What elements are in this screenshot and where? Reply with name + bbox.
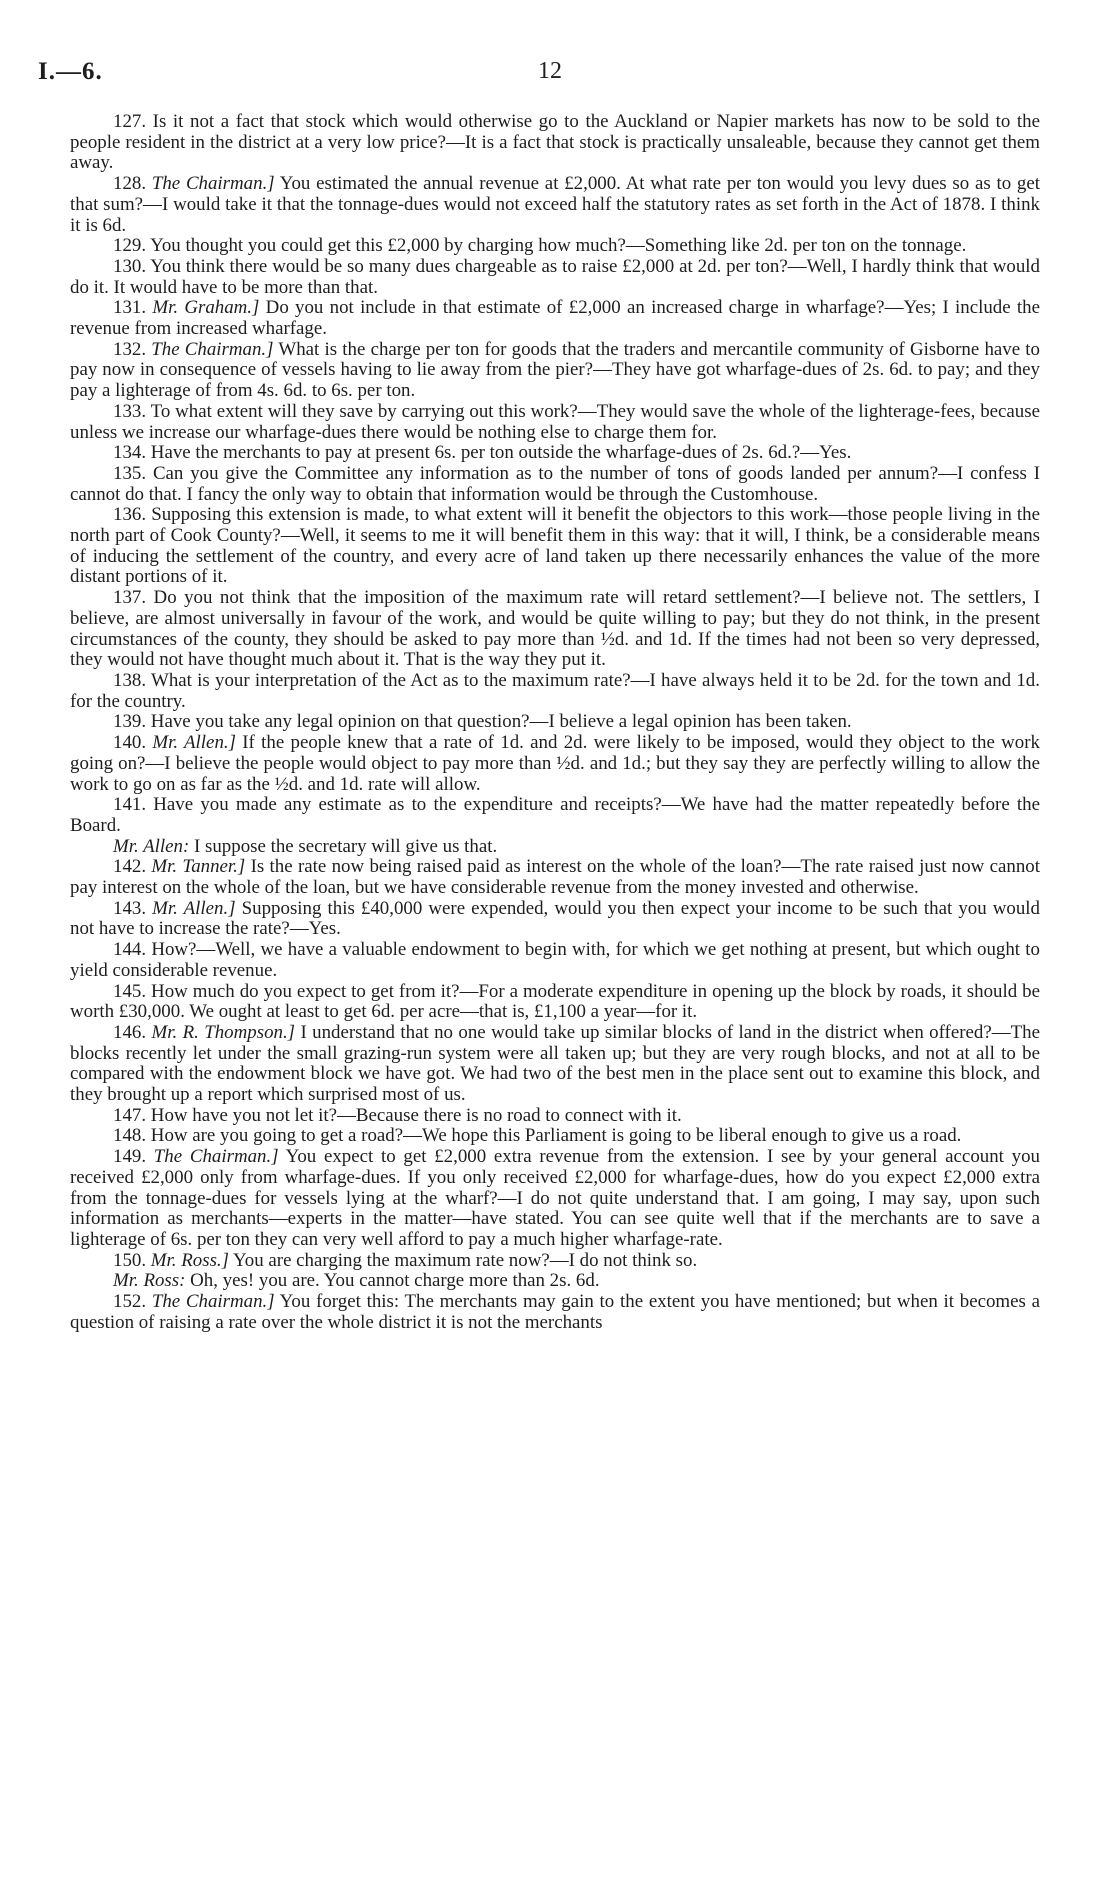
evidence-paragraph	[70, 712, 1040, 733]
question-number: 138.	[113, 669, 147, 691]
question-number: 147.	[113, 1104, 147, 1126]
paragraph-text: How?—Well, we have a valuable endowment to begin with, for which we get nothing at present, but which ought to yield considerable revenue.	[70, 939, 1040, 981]
paragraph-text: If the people knew that a rate of 1d. and 2d. were likely to be imposed, would they object to the work going on?—I believe the people would object to pay more than ½d. and 1d.; but they say they are perfectly willing to allow the work to go on as far as the ½d. and 1d. rate will allow.	[70, 732, 1040, 795]
question-number: 134.	[113, 442, 147, 464]
evidence-paragraph	[70, 340, 1040, 402]
speaker-name: The Chairman.]	[151, 1291, 275, 1313]
evidence-paragraph	[70, 174, 1040, 236]
paragraph-text: I suppose the secretary will give us that.	[194, 835, 498, 857]
question-number: 128.	[113, 173, 147, 195]
question-number: 146.	[113, 1021, 147, 1043]
evidence-paragraph	[70, 588, 1040, 671]
question-number: 145.	[113, 980, 147, 1002]
evidence-paragraph	[70, 298, 1040, 339]
question-number: 148.	[113, 1125, 147, 1147]
question-number: 131.	[113, 297, 147, 319]
page-header	[38, 58, 1076, 98]
speaker-name: Mr. Allen.]	[152, 732, 236, 754]
question-number: 135.	[113, 462, 147, 484]
paragraph-text: You forget this: The merchants may gain to the extent you have mentioned; but when it becomes a question of raising a rate over the whole district it is not the merchants	[70, 1291, 1040, 1333]
evidence-paragraph	[70, 837, 1040, 858]
paragraph-text: How much do you expect to get from it?—For a moderate expenditure in opening up the block by roads, it should be worth £30,000. We ought at least to get 6d. per acre—that is, £1,100 a year—for it.	[70, 980, 1040, 1023]
speaker-name: The Chairman.]	[153, 1146, 279, 1168]
paragraph-text: Have you made any estimate as to the expenditure and receipts?—We have had the matter repeatedly before the Board.	[70, 794, 1040, 836]
paragraph-text: Have the merchants to pay at present 6s. per ton outside the wharfage-dues of 2s. 6d.?—Yes.	[150, 442, 852, 464]
evidence-paragraph	[70, 857, 1040, 898]
question-number: 149.	[113, 1146, 147, 1168]
paragraph-text: Is it not a fact that stock which would otherwise go to the Auckland or Napier markets has now to be sold to the people resident in the district at a very low price?—It is a fact that stock is practically unsaleable, because they cannot get them away.	[70, 111, 1040, 174]
evidence-paragraph	[70, 464, 1040, 505]
evidence-paragraph	[70, 443, 1040, 464]
question-number: 143.	[113, 897, 147, 919]
question-number: 136.	[113, 504, 147, 526]
paragraph-text: Oh, yes! you are. You cannot charge more than 2s. 6d.	[190, 1270, 600, 1292]
paragraph-text: You expect to get £2,000 extra revenue from the extension. I see by your general account you received £2,000 only from wharfage-dues. If you only received £2,000 for wharfage-dues, how do you expect £2,000 extra from the tonnage-dues for vessels lying at the wharf?—I do not quite understand that. I am going, I may say, upon such information as merchants—experts in the matter—have stated. You can see quite well that if the merchants are to save a lighterage of 6s. per ton they can very well afford to pay a much higher wharfage-rate.	[70, 1146, 1040, 1250]
paragraph-text: Is the rate now being raised paid as interest on the whole of the loan?—The rate raised just now cannot pay interest on the whole of the loan, but we have considerable revenue from the money invested and otherwise.	[70, 856, 1040, 899]
evidence-paragraph	[70, 1023, 1040, 1106]
paragraph-text: To what extent will they save by carrying out this work?—They would save the whole of the lighterage-fees, because unless we increase our wharfage-dues there would be nothing else to charge them for.	[70, 400, 1040, 443]
question-number: 152.	[113, 1291, 147, 1313]
speaker-name: Mr. Ross:	[113, 1270, 186, 1292]
question-number: 132.	[113, 338, 147, 360]
question-number: 139.	[113, 711, 147, 733]
evidence-paragraph	[70, 1292, 1040, 1333]
speaker-name: Mr. Ross.]	[150, 1249, 229, 1271]
evidence-paragraph	[70, 1106, 1040, 1127]
evidence-paragraph	[70, 505, 1040, 588]
paragraph-text: Do you not include in that estimate of £2,000 an increased charge in wharfage?—Yes; I include the revenue from increased wharfage.	[70, 297, 1040, 340]
evidence-paragraph	[70, 940, 1040, 981]
evidence-paragraph	[70, 899, 1040, 940]
evidence-paragraph	[70, 982, 1040, 1023]
evidence-paragraph	[70, 112, 1040, 174]
paragraph-text: How are you going to get a road?—We hope this Parliament is going to be liberal enough to give us a road.	[150, 1125, 962, 1147]
evidence-paragraph	[70, 236, 1040, 257]
paragraph-text: You are charging the maximum rate now?—I do not think so.	[233, 1249, 698, 1271]
question-number: 141.	[113, 794, 147, 816]
question-number: 129.	[113, 235, 147, 257]
speaker-name: Mr. Tanner.]	[151, 856, 246, 878]
speaker-name: Mr. Allen:	[113, 835, 190, 857]
page-identifier: I.—6.	[38, 58, 103, 85]
speaker-name: Mr. Graham.]	[152, 297, 260, 319]
paragraph-text: Can you give the Committee any information as to the number of tons of goods landed per annum?—I confess I cannot do that. I fancy the only way to obtain that information would be through the Customhouse.	[70, 462, 1040, 505]
paragraph-text: Have you take any legal opinion on that question?—I believe a legal opinion has been taken.	[150, 711, 852, 733]
paragraph-text: I understand that no one would take up similar blocks of land in the district when offered?—The blocks recently let under the small grazing-run system were all taken up; but they are very rough blocks, and not at all to be compared with the endowment block we have got. We had two of the best men in the place sent out to examine this block, and they brought up a report which surprised most of us.	[70, 1021, 1040, 1106]
evidence-paragraph	[70, 671, 1040, 712]
evidence-paragraph	[70, 257, 1040, 298]
question-number: 127.	[113, 111, 147, 132]
speaker-name: The Chairman.]	[151, 338, 274, 360]
question-number: 137.	[113, 587, 147, 609]
question-number: 140.	[113, 732, 147, 754]
question-number: 150.	[113, 1249, 147, 1271]
paragraph-text: Do you not think that the imposition of the maximum rate will retard settlement?—I believe not. The settlers, I believe, are almost universally in favour of the work, and would be quite willing to pay; but they do not think, in the present circumstances of the county, they should be asked to pay more than ½d. and 1d. If the times had not been so very depressed, they would not have thought much about it. That is the way they put it.	[70, 587, 1040, 671]
speaker-name: Mr. R. Thompson.]	[151, 1021, 296, 1043]
paragraph-text: You think there would be so many dues chargeable as to raise £2,000 at 2d. per ton?—Well, I hardly think that would do it. It would have to be more than that.	[70, 255, 1040, 298]
paragraph-text: Supposing this £40,000 were expended, would you then expect your income to be such that you would not have to increase the rate?—Yes.	[70, 897, 1040, 940]
question-number: 130.	[113, 255, 147, 277]
paragraph-text: How have you not let it?—Because there is no road to connect with it.	[150, 1104, 682, 1126]
question-number: 142.	[113, 856, 147, 878]
speaker-name: The Chairman.]	[151, 173, 275, 195]
evidence-paragraph	[70, 1147, 1040, 1251]
paragraph-text: What is your interpretation of the Act as to the maximum rate?—I have always held it to be 2d. for the town and 1d. for the country.	[70, 669, 1040, 712]
evidence-paragraph	[70, 402, 1040, 443]
evidence-paragraph	[70, 733, 1040, 795]
speaker-name: Mr. Allen.]	[152, 897, 236, 919]
question-number: 144.	[113, 939, 147, 961]
evidence-paragraph	[70, 1251, 1040, 1272]
paragraph-text: You thought you could get this £2,000 by charging how much?—Something like 2d. per ton on the tonnage.	[150, 235, 967, 257]
page-number: 12	[538, 58, 562, 84]
evidence-paragraph	[70, 1126, 1040, 1147]
evidence-paragraph	[70, 1271, 1040, 1292]
evidence-text	[70, 112, 1040, 1333]
paragraph-text: You estimated the annual revenue at £2,000. At what rate per ton would you levy dues so as to get that sum?—I would take it that the tonnage-dues would not exceed half the statutory rates as set forth in the Act of 1878. I think it is 6d.	[70, 173, 1041, 236]
paragraph-text: What is the charge per ton for goods that the traders and mercantile community of Gisborne have to pay now in consequence of vessels having to lie away from the pier?—They have got wharfage-dues of 2s. 6d. to pay; and they pay a lighterage of from 4s. 6d. to 6s. per ton.	[70, 338, 1040, 402]
evidence-paragraph	[70, 795, 1040, 836]
question-number: 133.	[113, 400, 147, 422]
paragraph-text: Supposing this extension is made, to what extent will it benefit the objectors to this work—those people living in the north part of Cook County?—Well, it seems to me it will benefit them in this way: that it will, I think, be a considerable means of inducing the settlement of the country, and every acre of land taken up there necessarily enhances the value of the more distant portions of it.	[70, 504, 1040, 588]
